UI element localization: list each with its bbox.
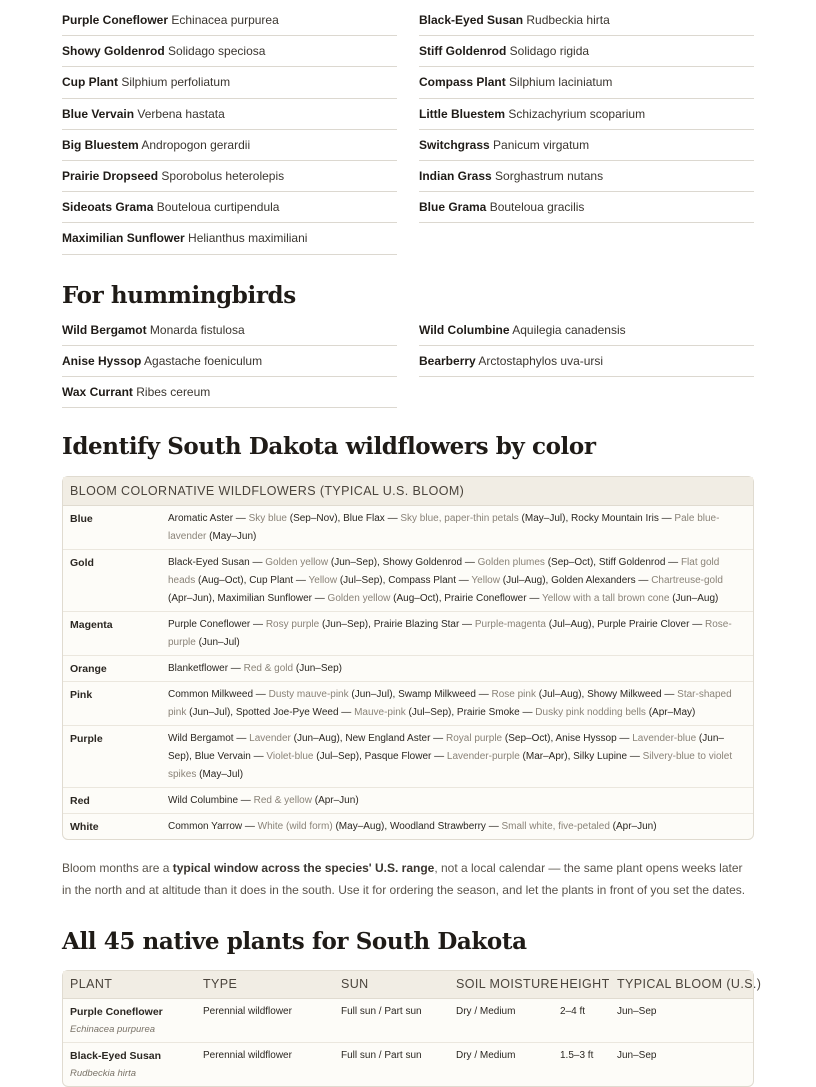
wildflower-entry: Cup Plant — Yellow (Jul–Sep)	[249, 574, 383, 586]
plant-list-item	[62, 36, 397, 67]
wildflower-entry: Prairie Smoke — Dusky pink nodding bells (Apr–May)	[456, 706, 696, 718]
wildflower-name: Spotted Joe-Pye Weed	[235, 706, 339, 718]
wildflower-name: Purple Prairie Clover	[597, 618, 690, 630]
plant-scientific-name: Panicum virgatum	[493, 137, 590, 152]
plant-common-name: Maximilian Sunflower	[62, 231, 185, 246]
plant-common-name: Cup Plant	[62, 75, 118, 90]
wildflower-bloom-months: May–Jun	[212, 530, 254, 542]
wildflower-color-desc: Pale blue-lavender	[168, 512, 720, 542]
plant-common-name: Showy Goldenrod	[62, 44, 165, 59]
plant-scientific-name: Rudbeckia hirta	[70, 1068, 137, 1080]
wildflower-name: Stiff Goldenrod	[598, 556, 666, 568]
wildflower-bloom-months: May–Aug	[338, 820, 382, 832]
wildflower-entry: New England Aster — Royal purple (Sep–Oct)	[345, 732, 551, 744]
wildflower-color-desc: White (wild form)	[257, 820, 333, 832]
wildflower-color-desc: Purple-magenta	[474, 618, 546, 630]
wildflower-entry: Wild Columbine — Red & yellow (Apr–Jun)	[168, 794, 359, 806]
wildflower-color-desc: Small white, five-petaled	[501, 820, 610, 832]
wildflower-name: Golden Alexanders	[551, 574, 636, 586]
plant-common-name: Sideoats Grama	[62, 200, 154, 215]
bloom-note-rest: , not a local calendar — the same plant opens weeks later in the north and at altitude than it does in the south. Use it for ordering the season, and let the plants in front of you set the dates.	[62, 860, 746, 897]
all-plants-table	[63, 971, 762, 1087]
wildflower-color-desc: Red & yellow	[253, 794, 312, 806]
wildflower-entry: Blue Vervain — Violet-blue (Jul–Sep)	[194, 750, 360, 762]
bloom-color-label: Gold	[63, 549, 161, 611]
col-header-typical-bloom: TYPICAL BLOOM (U.S.)	[610, 971, 753, 999]
wildflower-entry: Prairie Coneflower — Yellow with a tall brown cone (Jun–Aug)	[444, 592, 719, 604]
plant-list-item	[419, 192, 754, 223]
wildflower-color-desc: Royal purple	[445, 732, 503, 744]
plant-scientific-name: Schizachyrium scoparium	[508, 106, 646, 121]
plant-common-name: Prairie Dropseed	[62, 168, 159, 183]
wildflower-bloom-months: Apr–Jun	[318, 794, 356, 806]
wildflower-name: Blue Vervain	[194, 750, 251, 762]
wildflower-bloom-months: Aug–Oct	[396, 592, 436, 604]
color-table	[63, 477, 753, 839]
section-heading-all-plants: All 45 native plants for South Dakota	[62, 927, 527, 955]
col-header-native-wildflowers: NATIVE WILDFLOWERS (TYPICAL U.S. BLOOM)	[161, 477, 753, 505]
bloom-color-label: Orange	[63, 655, 161, 681]
plant-scientific-name: Andropogon gerardii	[141, 137, 251, 152]
plant-height: 1.5–3 ft	[553, 1043, 610, 1087]
wildflower-bloom-months: Apr–Jun	[171, 592, 209, 604]
wildflower-bloom-months: Sep–Oct	[508, 732, 548, 744]
wildflower-color-desc: Golden yellow	[327, 592, 391, 604]
section-heading-by-color: Identify South Dakota wildflowers by color	[62, 433, 596, 461]
native-wildflowers-cell: Aromatic Aster — Sky blue (Sep–Nov), Blue Flax — Sky blue, paper-thin petals (May–Jul), Rocky Mountain Iris — Pale blue-lavender (May–Jun)	[168, 512, 720, 542]
wildflower-name: Wild Columbine	[168, 794, 239, 806]
plant-scientific-name: Rudbeckia hirta	[526, 13, 610, 27]
wildflower-name: Showy Goldenrod	[382, 556, 463, 568]
wildflower-color-desc: Silvery-blue to violet spikes	[168, 750, 733, 780]
plant-scientific-name: Arctostaphylos uva-ursi	[478, 353, 604, 368]
wildflower-name: Purple Coneflower	[168, 618, 251, 630]
wildflower-bloom-months: Jun–Aug	[296, 732, 337, 744]
wildflower-name: Anise Hyssop	[555, 732, 617, 744]
wildflower-bloom-months: Jun–Sep	[168, 732, 724, 762]
col-header-bloom-color: BLOOM COLOR	[63, 477, 161, 505]
wildflower-name: Cup Plant	[249, 574, 294, 586]
wildflower-entry: Black-Eyed Susan — Golden yellow (Jun–Sep)	[168, 556, 378, 568]
plant-list-item	[62, 223, 397, 254]
plant-common-name: Wild Columbine	[419, 322, 510, 337]
plant-scientific-name: Ribes cereum	[136, 384, 211, 399]
bloom-color-label: Red	[63, 787, 161, 813]
color-table-card	[62, 476, 754, 840]
bloom-color-label: Blue	[70, 512, 93, 525]
color-row	[63, 813, 753, 839]
plant-common-name: Stiff Goldenrod	[419, 44, 507, 59]
wildflower-color-desc: Red & gold	[243, 662, 294, 674]
all-plants-table-header	[63, 971, 753, 999]
wildflower-name: Common Milkweed	[168, 688, 254, 700]
plant-list-item	[62, 130, 397, 161]
wildflower-bloom-months: May–Jul	[524, 512, 563, 524]
wildflower-entry: Anise Hyssop — Lavender-blue (Jun–Sep)	[168, 732, 724, 762]
bloom-color-label: White	[63, 813, 161, 839]
wildflower-entry: Pasque Flower — Lavender-purple (Mar–Apr)	[364, 750, 568, 762]
native-wildflowers-cell: Common Milkweed — Dusty mauve-pink (Jun–Jul), Swamp Milkweed — Rose pink (Jul–Aug), Showy Milkweed — Star-shaped pink (Jun–Jul), Spotted Joe-Pye Weed — Mauve-pink (Jul–Sep), Prairie Smoke — Dusky pink nodding bells (Apr–May)	[161, 681, 753, 725]
native-wildflowers-cell	[161, 787, 753, 813]
col-header-plant: PLANT	[63, 971, 196, 999]
all-plants-table-card	[62, 970, 762, 1087]
wildflower-entry: Showy Milkweed — Star-shaped pink (Jun–Jul)	[168, 688, 732, 718]
wildflower-bloom-months: Jul–Aug	[552, 618, 589, 630]
wildflower-bloom-months: Jul–Sep	[319, 750, 356, 762]
plant-name: Black-Eyed Susan	[70, 1050, 162, 1063]
wildflower-color-desc: Rosy purple	[265, 618, 320, 630]
wildflower-bloom-months: Jun–Sep	[299, 662, 339, 674]
color-row	[63, 681, 753, 725]
plant-scientific-name: Silphium perfoliatum	[121, 75, 231, 90]
color-row	[63, 787, 753, 813]
wildflower-name: Aromatic Aster	[168, 512, 234, 524]
hummingbird-plant-item	[62, 377, 397, 408]
wildflower-entry: Prairie Blazing Star — Purple-magenta (Jul–Aug)	[373, 618, 592, 630]
wildflower-entry: Purple Prairie Clover — Rose-purple (Jun–Jul)	[168, 618, 732, 648]
wildflower-entry: Rocky Mountain Iris — Pale blue-lavender (May–Jun)	[168, 512, 720, 542]
wildflower-color-desc: Rose-purple	[168, 618, 732, 648]
plant-common-name: Indian Grass	[419, 168, 492, 183]
color-row	[63, 549, 753, 611]
plant-list-top	[62, 5, 754, 255]
plant-scientific-name: Sporobolus heterolepis	[161, 168, 285, 183]
plant-list-item	[419, 67, 754, 98]
plant-name: Purple Coneflower	[70, 1006, 163, 1019]
wildflower-color-desc: Star-shaped pink	[168, 688, 732, 718]
wildflower-bloom-months: Mar–Apr	[525, 750, 565, 762]
plant-scientific-name: Solidago rigida	[509, 44, 590, 59]
wildflower-entry: Spotted Joe-Pye Weed — Mauve-pink (Jul–Sep)	[235, 706, 452, 718]
plant-cell	[63, 1043, 196, 1087]
col-header-soil-moisture: SOIL MOISTURE	[449, 971, 553, 999]
bloom-color-label: Magenta	[63, 611, 161, 655]
wildflower-color-desc: Sky blue	[248, 512, 287, 524]
plant-table-row	[63, 999, 753, 1043]
section-heading-hummingbirds: For hummingbirds	[62, 281, 296, 309]
page-content	[62, 0, 762, 1087]
plant-scientific-name: Bouteloua curtipendula	[156, 200, 280, 215]
plant-common-name: Bearberry	[419, 353, 476, 368]
plant-cell	[63, 999, 196, 1043]
plant-sun: Full sun / Part sun	[334, 1043, 449, 1087]
plant-scientific-name: Agastache foeniculum	[144, 353, 263, 368]
plant-list-item	[62, 5, 397, 36]
wildflower-entry: Wild Bergamot — Lavender (Jun–Aug)	[168, 732, 340, 744]
plant-scientific-name: Aquilegia canadensis	[512, 322, 626, 337]
plant-list-item	[62, 99, 397, 130]
wildflower-entry: Purple Coneflower — Rosy purple (Jun–Sep)	[168, 618, 369, 630]
plant-scientific-name: Solidago speciosa	[168, 44, 266, 59]
wildflower-entry: Maximilian Sunflower — Golden yellow (Aug–Oct)	[217, 592, 439, 604]
wildflower-name: Prairie Blazing Star	[373, 618, 460, 630]
plant-common-name: Little Bluestem	[419, 106, 506, 121]
hummingbird-plant-item	[62, 346, 397, 377]
color-row	[63, 725, 753, 787]
wildflower-bloom-months: Sep–Nov	[293, 512, 335, 524]
col-header-sun: SUN	[334, 971, 449, 999]
plant-type: Perennial wildflower	[203, 1006, 292, 1018]
wildflower-bloom-months: Jun–Jul	[354, 688, 390, 700]
bloom-color-label: Pink	[63, 681, 161, 725]
wildflower-bloom-months: Jun–Sep	[325, 618, 365, 630]
native-wildflowers-cell: Wild Bergamot — Lavender (Jun–Aug), New England Aster — Royal purple (Sep–Oct), Anise Hyssop — Lavender-blue (Jun–Sep), Blue Vervain — Violet-blue (Jul–Sep), Pasque Flower — Lavender-purple (Mar–Apr), Silky Lupine — Silvery-blue to violet spikes (May–Jul)	[161, 725, 753, 787]
wildflower-entry: Silky Lupine — Silvery-blue to violet spikes (May–Jul)	[168, 750, 733, 780]
wildflower-color-desc: Rose pink	[491, 688, 536, 700]
wildflower-name: Swamp Milkweed	[398, 688, 476, 700]
plant-common-name: Switchgrass	[419, 137, 490, 152]
wildflower-name: Compass Plant	[388, 574, 457, 586]
wildflower-color-desc: Lavender-blue	[632, 732, 697, 744]
wildflower-name: Maximilian Sunflower	[217, 592, 312, 604]
wildflower-entry: Blue Flax — Sky blue, paper-thin petals (May–Jul)	[343, 512, 566, 524]
plant-list-item	[419, 36, 754, 67]
hummingbird-plant-item	[62, 315, 397, 346]
plant-common-name: Compass Plant	[419, 75, 506, 90]
wildflower-entry: Stiff Goldenrod — Flat gold heads (Aug–Oct)	[168, 556, 720, 586]
wildflower-color-desc: Sky blue, paper-thin petals	[400, 512, 519, 524]
wildflower-entry: Compass Plant — Yellow (Jul–Aug)	[388, 574, 546, 586]
plant-common-name: Wax Currant	[62, 384, 133, 399]
hummingbird-plant-item	[419, 315, 754, 346]
plant-table-row	[63, 1043, 753, 1087]
wildflower-bloom-months: Jul–Sep	[411, 706, 449, 718]
wildflower-color-desc: Chartreuse-gold	[651, 574, 723, 586]
wildflower-name: Blanketflower	[168, 662, 229, 674]
wildflower-color-desc: Yellow with a tall brown cone	[541, 592, 670, 604]
plant-common-name: Black-Eyed Susan	[419, 13, 524, 27]
wildflower-bloom-months: Jul–Sep	[343, 574, 380, 586]
native-wildflowers-cell: Black-Eyed Susan — Golden yellow (Jun–Sep), Showy Goldenrod — Golden plumes (Sep–Oct), Stiff Goldenrod — Flat gold heads (Aug–Oct), Cup Plant — Yellow (Jul–Sep), Compass Plant — Yellow (Jul–Aug), Golden Alexanders — Chartreuse-gold (Apr–Jun), Maximilian Sunflower — Golden yellow (Aug–Oct), Prairie Coneflower — Yellow with a tall brown cone (Jun–Aug)	[161, 549, 753, 611]
plant-scientific-name: Silphium laciniatum	[509, 75, 613, 90]
wildflower-color-desc: Dusky pink nodding bells	[535, 706, 646, 718]
bloom-note-intro: Bloom months are a	[62, 860, 173, 875]
wildflower-color-desc: Flat gold heads	[168, 556, 720, 586]
wildflower-color-desc: Mauve-pink	[354, 706, 406, 718]
wildflower-name: Woodland Strawberry	[389, 820, 486, 832]
wildflower-name: Showy Milkweed	[587, 688, 662, 700]
color-row	[63, 505, 753, 549]
wildflower-bloom-months: Aug–Oct	[201, 574, 241, 586]
wildflower-entry: Blanketflower — Red & gold (Jun–Sep)	[168, 662, 343, 674]
wildflower-color-desc: Lavender-purple	[446, 750, 520, 762]
plant-scientific-name: Echinacea purpurea	[70, 1024, 156, 1036]
plant-type: Perennial wildflower	[196, 1043, 334, 1087]
wildflower-name: Prairie Smoke	[456, 706, 520, 718]
wildflower-color-desc: Yellow	[471, 574, 500, 586]
wildflower-entry: Swamp Milkweed — Rose pink (Jul–Aug)	[398, 688, 582, 700]
wildflower-color-desc: Yellow	[308, 574, 338, 586]
plant-typical-bloom: Jun–Sep	[610, 1043, 753, 1087]
wildflower-bloom-months: Jul–Aug	[542, 688, 579, 700]
bloom-note-emphasis: typical window across the species' U.S. range	[172, 860, 435, 875]
plant-list-item	[419, 99, 754, 130]
plant-scientific-name: Helianthus maximiliani	[188, 231, 308, 246]
wildflower-color-desc: Violet-blue	[266, 750, 314, 762]
plant-sun: Full sun / Part sun	[341, 1006, 422, 1018]
plant-list-item	[62, 161, 397, 192]
wildflower-name: Silky Lupine	[573, 750, 628, 762]
col-header-height: HEIGHT	[553, 971, 610, 999]
native-wildflowers-cell: Purple Coneflower — Rosy purple (Jun–Sep), Prairie Blazing Star — Purple-magenta (Jul–Aug), Purple Prairie Clover — Rose-purple (Jun–Jul)	[161, 611, 753, 655]
plant-common-name: Purple Coneflower	[62, 13, 169, 27]
color-row	[63, 655, 753, 681]
wildflower-color-desc: Dusty mauve-pink	[268, 688, 349, 700]
plant-scientific-name: Sorghastrum nutans	[495, 168, 604, 183]
wildflower-entry: Aromatic Aster — Sky blue (Sep–Nov)	[168, 512, 338, 524]
wildflower-name: Pasque Flower	[364, 750, 432, 762]
plant-scientific-name: Verbena hastata	[137, 106, 225, 121]
col-header-type: TYPE	[196, 971, 334, 999]
wildflower-color-desc: Golden yellow	[265, 556, 329, 568]
plant-common-name: Wild Bergamot	[62, 322, 147, 337]
color-row	[63, 611, 753, 655]
plant-list-hummingbirds	[62, 315, 754, 409]
wildflower-bloom-months: Sep–Oct	[551, 556, 590, 568]
wildflower-name: Common Yarrow	[168, 820, 243, 832]
wildflower-bloom-months: Jun–Aug	[675, 592, 716, 604]
plant-soil-moisture: Dry / Medium	[449, 1043, 553, 1087]
wildflower-name: Wild Bergamot	[168, 732, 234, 744]
wildflower-bloom-months: Jun–Jul	[192, 706, 227, 718]
hummingbird-plant-item	[419, 346, 754, 377]
wildflower-name: Rocky Mountain Iris	[571, 512, 659, 524]
plant-typical-bloom: Jun–Sep	[617, 1006, 657, 1018]
plant-list-item	[419, 130, 754, 161]
wildflower-name: New England Aster	[345, 732, 431, 744]
plant-scientific-name: Echinacea purpurea	[171, 13, 279, 27]
wildflower-bloom-months: Apr–Jun	[616, 820, 654, 832]
bloom-color-label: Purple	[63, 725, 161, 787]
plant-list-item	[62, 192, 397, 223]
wildflower-entry: Common Milkweed — Dusty mauve-pink (Jun–Jul)	[168, 688, 393, 700]
plant-common-name: Big Bluestem	[62, 137, 139, 152]
native-wildflowers-cell	[161, 655, 753, 681]
wildflower-bloom-months: Jun–Jul	[201, 636, 237, 648]
wildflower-bloom-months: Jun–Sep	[334, 556, 374, 568]
plant-common-name: Blue Vervain	[62, 106, 135, 121]
plant-common-name: Blue Grama	[419, 200, 487, 215]
wildflower-entry: Woodland Strawberry — Small white, five-petaled (Apr–Jun)	[389, 820, 657, 832]
native-wildflowers-cell: Common Yarrow — White (wild form) (May–Aug), Woodland Strawberry — Small white, five-petaled (Apr–Jun)	[161, 813, 753, 839]
plant-soil-moisture: Dry / Medium	[456, 1006, 516, 1018]
wildflower-color-desc: Golden plumes	[477, 556, 545, 568]
wildflower-entry: Showy Goldenrod — Golden plumes (Sep–Oct)	[382, 556, 594, 568]
bloom-note	[62, 857, 754, 901]
color-table-header	[63, 477, 753, 505]
wildflower-name: Blue Flax	[343, 512, 385, 524]
plant-list-item	[62, 67, 397, 98]
wildflower-entry: Common Yarrow — White (wild form) (May–Aug)	[168, 820, 385, 832]
plant-common-name: Anise Hyssop	[62, 353, 142, 368]
plant-list-item	[419, 5, 754, 36]
plant-height: 2–4 ft	[560, 1006, 586, 1018]
wildflower-entry: Golden Alexanders — Chartreuse-gold (Apr–Jun)	[168, 574, 723, 604]
wildflower-name: Prairie Coneflower	[444, 592, 527, 604]
plant-scientific-name: Monarda fistulosa	[149, 322, 245, 337]
wildflower-bloom-months: May–Jul	[202, 768, 240, 780]
wildflower-name: Black-Eyed Susan	[168, 556, 250, 568]
wildflower-color-desc: Lavender	[249, 732, 291, 744]
wildflower-bloom-months: Apr–May	[652, 706, 693, 718]
plant-scientific-name: Bouteloua gracilis	[489, 200, 585, 215]
plant-list-item	[419, 161, 754, 192]
wildflower-bloom-months: Jul–Aug	[506, 574, 543, 586]
